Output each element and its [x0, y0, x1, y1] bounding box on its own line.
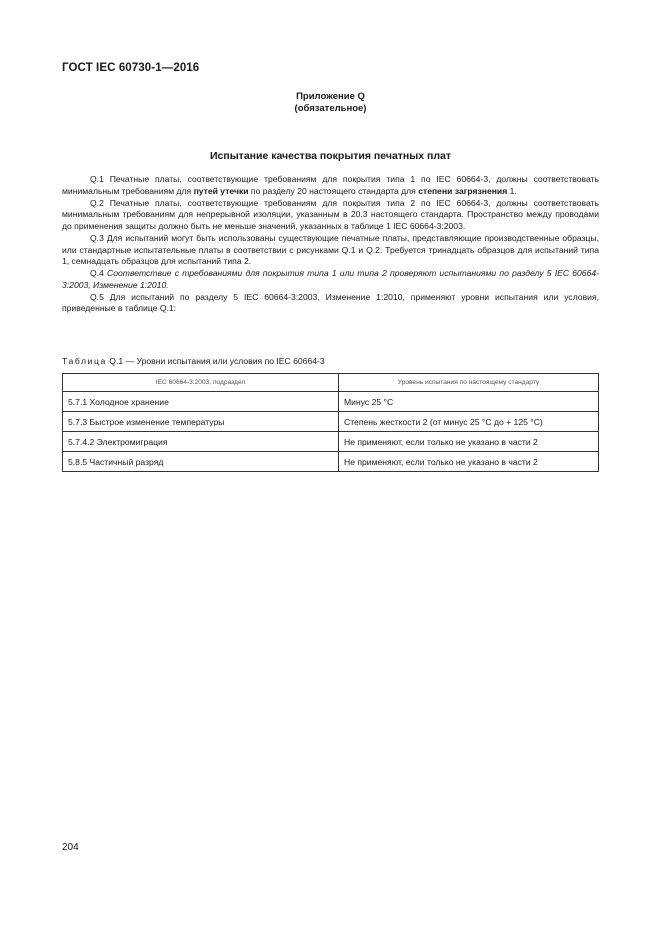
table-header-row	[63, 374, 599, 392]
table-caption-label: Таблица	[62, 356, 107, 366]
annex-status: (обязательное)	[294, 103, 367, 114]
table-row	[63, 412, 599, 432]
table-cell: Не применяют, если только не указано в части 2	[339, 432, 599, 452]
paragraph-q3: Q.3 Для испытаний могут быть использованы существующие печатные платы, представляющие производственные образцы, или стандартные испытательные платы в соответствии с рисунками Q.1 и Q.2. Требуется тринадцать образцов для испытаний типа 1, семнадцать образцов для испытаний типа 2.	[62, 232, 599, 267]
q1-text-e: 1.	[507, 185, 517, 196]
table-header-cell: Уровень испытания по настоящему стандарту	[339, 374, 599, 392]
document-header: ГОСТ IEC 60730-1—2016	[62, 62, 200, 74]
paragraph-q5: Q.5 Для испытаний по разделу 5 IEC 60664-3:2003, Изменение 1:2010, применяют уровни испытания или условия, приведенные в таблице Q.1:	[62, 291, 599, 314]
q1-text-a: Q.1 Печатные платы, соответствующие требованиям для покрытия типа 1 по IEC 60664-3, должны соответствовать минимальным требованиям для	[62, 174, 599, 196]
paragraph-q2: Q.2 Печатные платы, соответствующие требованиям для покрытия типа 2 по IEC 60664-3, должны соответствовать минимальным требованиям для непрерывной изоляции, указанным в 20.3 настоящего стандарта. Пространство между проводами до применения защиты должно быть не меньше значений, указанных в таблице 1 IEC 60664-3:2003.	[62, 197, 599, 231]
section-title: Испытание качества покрытия печатных плат	[209, 150, 451, 162]
table-row	[63, 392, 599, 412]
table-cell: 5.7.3 Быстрое изменение температуры	[63, 412, 339, 432]
table-cell: 5.7.1 Холодное хранение	[63, 392, 339, 412]
table-row	[63, 452, 599, 472]
q1-term-creepage: путей утечки	[193, 185, 249, 196]
table-caption	[62, 356, 325, 366]
q4-text: Соответствие с требованиями для покрытия типа 1 или типа 2 проверяют испытаниями по разделу 5 IEC 60664-3:2003, Изменение 1:2010.	[62, 268, 599, 290]
q4-number: Q.4	[90, 268, 108, 278]
table-cell: 5.8.5 Частичный разряд	[63, 452, 339, 472]
body-text	[62, 174, 599, 315]
q1-text-c: по разделу 20 настоящего стандарта для	[248, 185, 419, 196]
table-cell: Не применяют, если только не указано в части 2	[339, 452, 599, 472]
table-cell: Степень жесткости 2 (от минус 25 °С до + 125 °С)	[339, 412, 599, 432]
paragraph-q1	[62, 174, 599, 198]
table-caption-text: Q.1 — Уровни испытания или условия по IEC 60664-3	[106, 356, 325, 366]
paragraph-q4	[62, 268, 599, 292]
page-number: 204	[62, 842, 79, 853]
annex-title: Приложение Q	[296, 91, 365, 102]
table-cell: Минус 25 °С	[339, 392, 599, 412]
q1-term-pollution: степени загрязнения	[418, 185, 508, 196]
table-row	[63, 432, 599, 452]
table-cell: 5.7.4.2 Электромиграция	[63, 432, 339, 452]
annex-heading	[0, 91, 661, 115]
table-header-cell: IEC 60664-3:2003, подраздел	[63, 374, 339, 392]
test-levels-table	[62, 373, 599, 472]
